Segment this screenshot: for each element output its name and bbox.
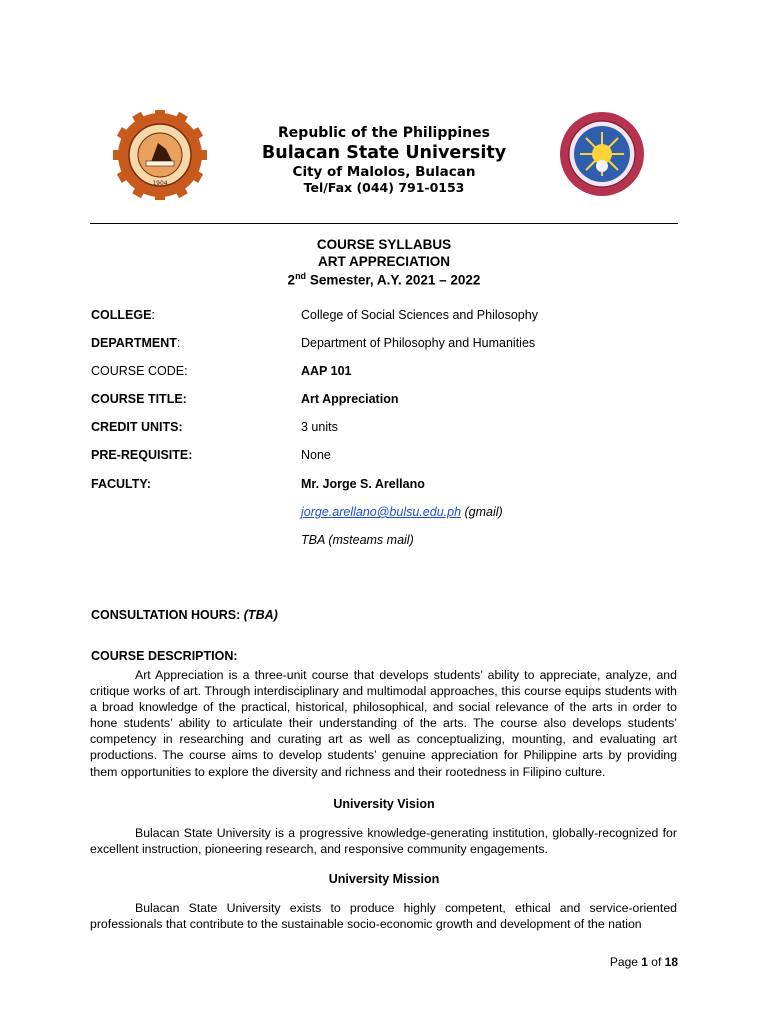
prerequisite-value: None [301,448,331,462]
faculty-email-link[interactable]: jorge.arellano@bulsu.edu.ph [301,505,462,519]
bulsu-seal-logo [108,110,212,200]
seal-year: 1904 [152,180,168,187]
course-name-title: ART APPRECIATION [317,254,450,269]
department-value: Department of Philosophy and Humanities [301,336,536,350]
prerequisite-label: PRE-REQUISITE: [91,448,193,462]
faculty-label: FACULTY: [91,477,151,491]
credit-units-label: CREDIT UNITS: [91,420,183,434]
page-number: Page 1 of 18 [609,955,678,969]
college-value: College of Social Sciences and Philosophy [301,308,538,322]
course-code-label: COURSE CODE: [91,364,188,378]
semester-title: 2nd Semester, A.Y. 2021 – 2022 [287,271,481,288]
course-title-label: COURSE TITLE: [91,392,187,406]
vision-heading: University Vision [333,797,435,811]
mission-heading: University Mission [328,872,440,886]
faculty-teams: TBA (msteams mail) [301,533,414,547]
syllabus-title: COURSE SYLLABUS [316,237,452,252]
description-text: Art Appreciation is a three-unit course that develops students’ ability to appreciate, analyze, and critique works of art. Through interdisciplinary and multimodal approaches, this course equips students with a broad knowledge of the practical, historical, philosophical, and social relevance of the arts in order to hone students’ ability to articulate their understanding of the arts. The course also develops students’ competency in researching and curating art as well as conceptualizing, mounting, and evaluating art productions. The course aims to develop students’ genuine appreciation for Philippine arts by providing them opportunities to explore the diversity and richness and their rootedness in Filipino culture. [90,668,677,779]
vision-text: Bulacan State University is a progressive knowledge-generating institution, globally-recognized for excellent instruction, pioneering research, and responsive community engagements. [90,826,677,857]
mission-text: Bulacan State University exists to produce highly competent, ethical and service-oriented professionals that contribute to the sustainable socio-economic growth and development of the nation [90,901,677,932]
description-heading: COURSE DESCRIPTION: [91,649,238,663]
faculty-name: Mr. Jorge S. Arellano [301,477,425,491]
college-seal-logo [556,110,648,198]
header-city: City of Malolos, Bulacan [292,164,476,180]
header-telfax: Tel/Fax (044) 791-0153 [303,180,465,195]
header-university: Bulacan State University [261,143,507,163]
faculty-email-line: jorge.arellano@bulsu.edu.ph (gmail) [301,505,503,519]
department-label: DEPARTMENT: [91,336,181,350]
course-title-value: Art Appreciation [301,392,399,406]
course-code-value: AAP 101 [301,364,352,378]
credit-units-value: 3 units [301,420,338,434]
college-label: COLLEGE: [91,308,155,322]
consultation-hours: CONSULTATION HOURS: (TBA) [91,608,278,622]
header-divider [90,223,678,224]
header-republic: Republic of the Philippines [278,125,490,141]
